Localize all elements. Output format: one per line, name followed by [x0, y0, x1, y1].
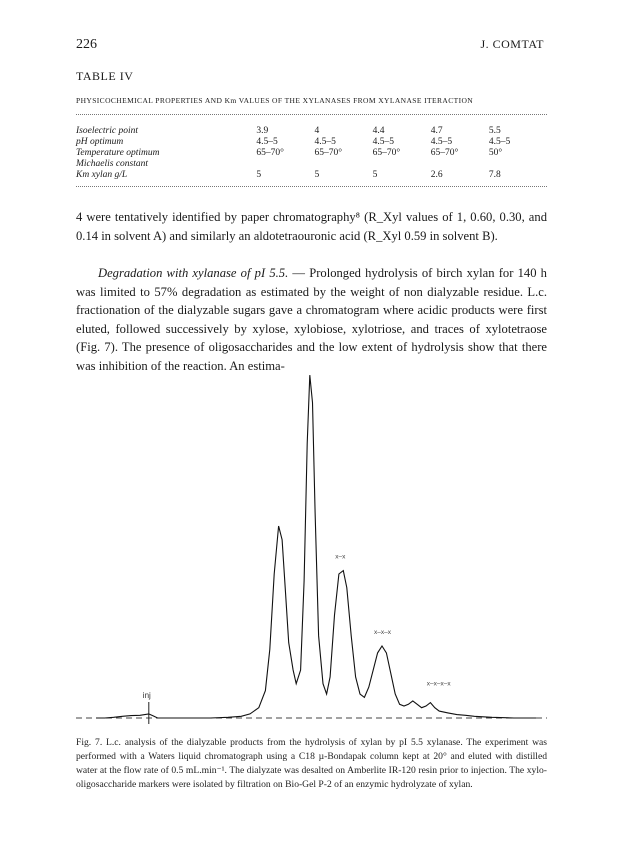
table-cell: 4.7	[430, 126, 443, 136]
table-cell	[314, 159, 372, 170]
injection-label: inj	[142, 691, 151, 700]
chromatogram-trace	[96, 375, 536, 718]
running-head: J. COMTAT	[480, 37, 544, 51]
table-cell: 7.8	[488, 170, 501, 180]
table-cell: 5	[256, 170, 262, 180]
table-cell: 65–70°	[430, 148, 459, 158]
xylotetraose-marker-label: x–x–x–x	[426, 680, 451, 688]
section-heading: Degradation with xylanase of pI 5.5.	[98, 266, 289, 280]
xylose-marker-label: x–x	[335, 553, 346, 561]
row-label: Michaelis constant	[76, 159, 149, 169]
table-cell: 65–70°	[256, 148, 284, 158]
table-cell: 4.5–5	[372, 137, 394, 147]
table-caption: PHYSICOCHEMICAL PROPERTIES AND Km VALUES OF THE XYLANASES FROM XYLANASE ITERACTION	[76, 96, 474, 105]
table-cell: 4.5–5	[488, 137, 511, 147]
figure-caption: Fig. 7. L.c. analysis of the dialyzable products from the hydrolysis of xylan by pI 5.5 xylanase. The experiment was performed with a Waters liquid chromatograph using a C18 µ-Bondapak column kept at 20° and eluted with distilled water at the flow rate of 0.5 mL.min⁻¹. The dialyzate was desalted on Amberlite IR-120 resin prior to injection. The xylo-oligosaccharide markers were isolated by filtration on Bio-Gel P-2 of an enzymic hydrolyzate of xylan.	[76, 737, 547, 790]
table-cell	[373, 159, 431, 170]
table-cell: 5.5	[488, 126, 501, 136]
row-label: Temperature optimum	[76, 148, 160, 158]
table-row	[76, 159, 547, 170]
table-cell: 5	[314, 170, 320, 180]
table-cell: 4.4	[372, 126, 385, 136]
table-cell: 4	[314, 126, 320, 136]
table-cell	[489, 159, 547, 170]
table-cell: 5	[372, 170, 378, 180]
table-cell	[431, 159, 489, 170]
table-cell: 65–70°	[372, 148, 401, 158]
row-label: Isoelectric point	[76, 126, 138, 136]
properties-table	[76, 126, 547, 181]
body-paragraph: 4 were tentatively identified by paper chromatography⁸ (R_Xyl values of 1, 0.60, 0.30, and 0.14 in solvent A) and similarly an aldotetraouronic acid (R_Xyl 0.59 in solvent B).	[76, 210, 547, 243]
table-cell: 65–70°	[314, 148, 343, 158]
table-cell: 3.9	[256, 126, 269, 136]
table-top-rule	[76, 114, 547, 115]
page-number: 226	[76, 37, 97, 52]
table-cell: 50°	[488, 148, 503, 158]
table-bottom-rule	[76, 186, 547, 187]
table-row	[76, 126, 547, 137]
table-cell: 2.6	[430, 170, 443, 180]
table-cell	[256, 159, 314, 170]
paragraph-text: — Prolonged hydrolysis of birch xylan for 140 h was limited to 57% degradation as estimated by the weight of non dialyzable residue. L.c. fractionation of the dialyzable sugars gave a chromatogram where acidic products were first eluted, followed successively by xylose, xylobiose, xylotriose, and traces of xylotetraose (Fig. 7). The presence of oligosaccharides and the low extent of hydrolysis show that there was inhibition of the reaction. An estima-	[76, 266, 547, 373]
row-label: Km xylan g/L	[76, 170, 128, 180]
xylotriose-marker-label: x–x–x	[374, 629, 391, 636]
table-row	[76, 170, 547, 181]
table-cell: 4.5–5	[430, 137, 453, 147]
table-cell: 4.5–5	[314, 137, 336, 147]
table-row	[76, 137, 547, 148]
table-cell: 4.5–5	[256, 137, 278, 147]
chromatogram-chart	[76, 346, 547, 732]
row-label: pH optimum	[76, 137, 124, 147]
table-label: TABLE IV	[76, 69, 134, 83]
table-row	[76, 148, 547, 159]
